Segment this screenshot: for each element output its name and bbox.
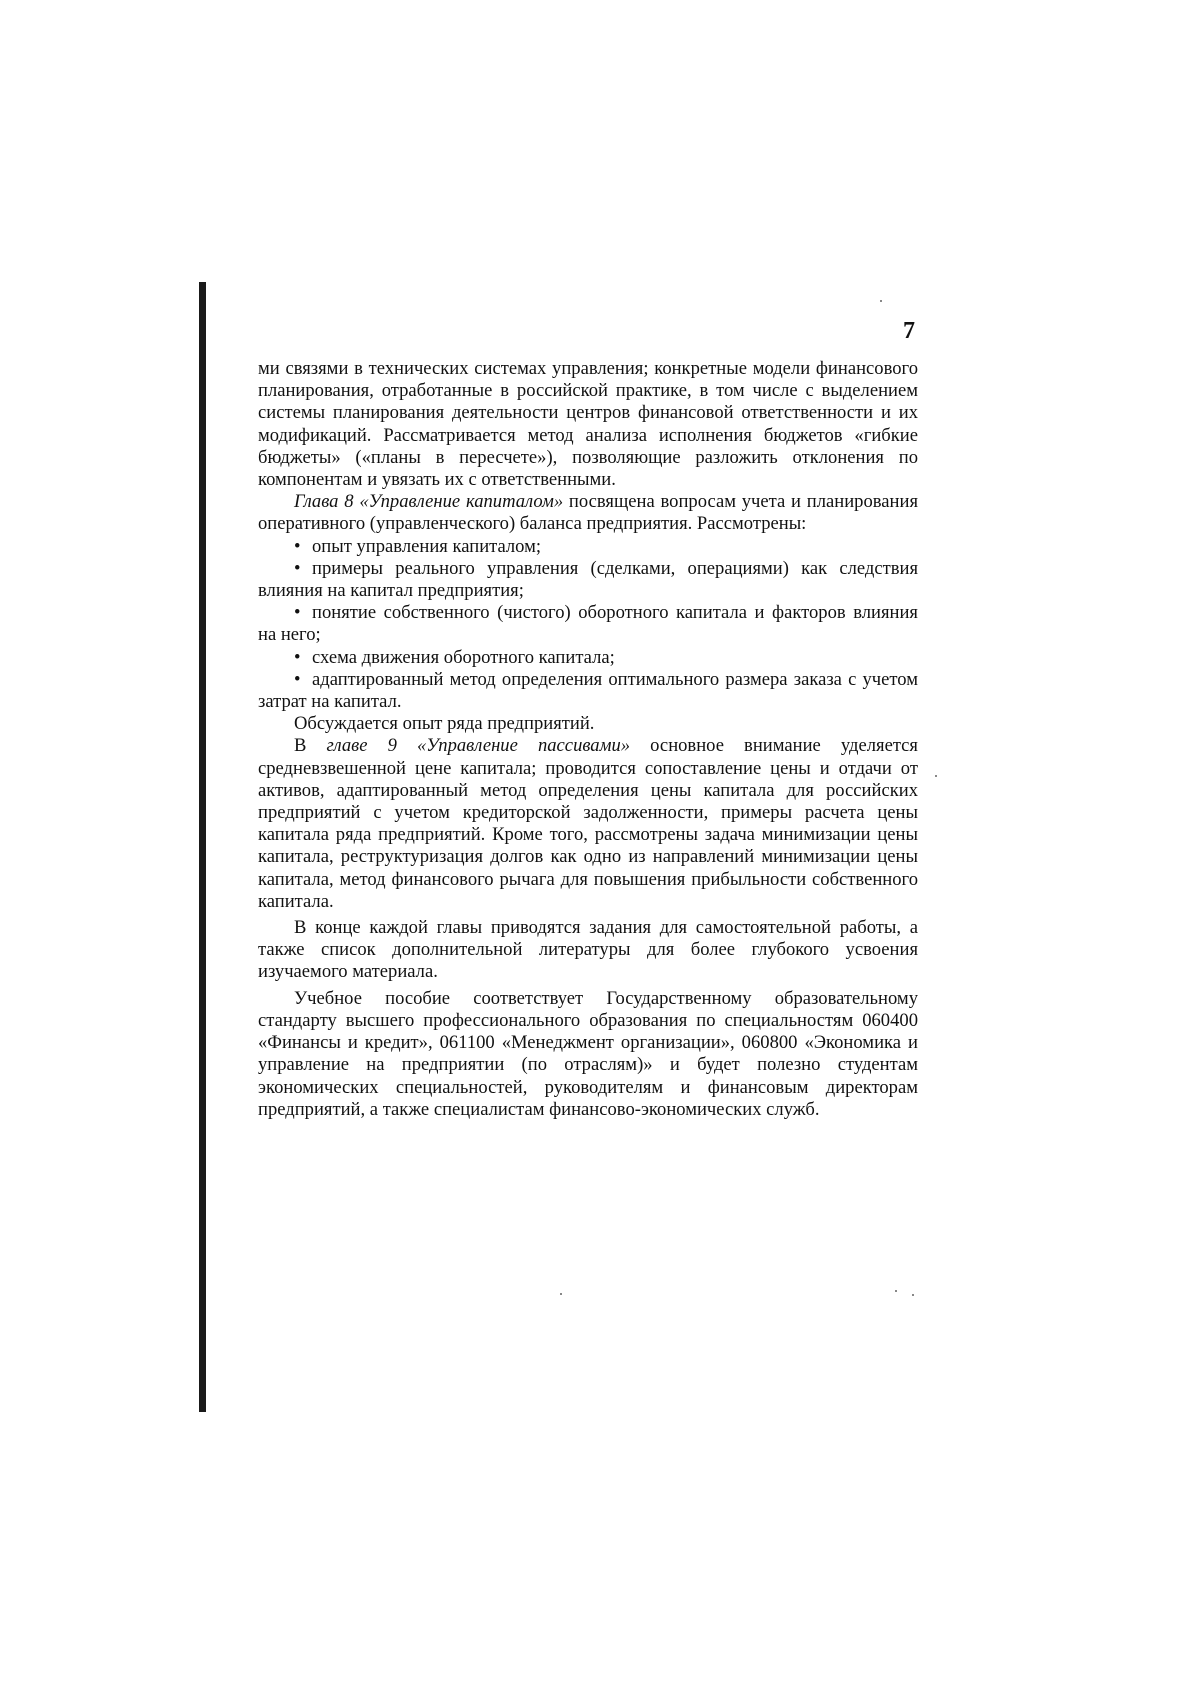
paragraph-discussion: Обсуждается опыт ряда предприятий. — [294, 713, 595, 735]
paragraph-standard: Учебное пособие соответствует Государственному образовательному стандарту высшего профессионального образования по специальностям 060400 «Финансы и кредит», 061100 «Менеджмент организации», 060800 «Экономика и управление на предприятии (по отраслям)» и будет полезно студентам экономических специальностей, руководителям и финансовым директорам предприятий, а также специалистам финансово-экономических служб. — [258, 987, 918, 1120]
scan-binding-edge — [199, 282, 206, 1412]
bullet-icon: • — [294, 602, 301, 624]
chapter-9-prefix: В — [294, 735, 327, 757]
body-text — [258, 358, 918, 1121]
list-item — [258, 669, 918, 713]
chapter-8-text: посвящена вопросам учета и планирования оперативного (управленческого) баланса предприятия. Рассмотрены: — [258, 491, 918, 535]
scan-speck — [935, 775, 937, 777]
list-item-text: примеры реального управления (сделками, операциями) как следствия влияния на капитал предприятия; — [258, 557, 918, 602]
chapter-9-reference: главе 9 «Управление пассивами» — [326, 735, 631, 757]
list-item-text: понятие собственного (чистого) оборотного капитала и факторов влияния на него; — [258, 602, 918, 646]
list-item — [258, 536, 918, 558]
paragraph-chapter-9 — [258, 735, 918, 913]
bullet-icon: • — [294, 557, 301, 579]
scan-speck — [560, 1293, 562, 1295]
list-item — [258, 602, 918, 646]
list-item — [258, 647, 918, 669]
paragraph-continuation: ми связями в технических системах управления; конкретные модели финансового планирования, отработанные в российской практике, в том числе с выделением системы планирования деятельности центров финансовой ответственности и их модификаций. Рассматривается метод анализа исполнения бюджетов «гибкие бюджеты» («планы в пересчете»), позволяющие разложить отклонения по компонентам и увязать их с ответственными. — [258, 358, 918, 491]
scan-speck — [912, 1294, 914, 1296]
bullet-icon: • — [294, 668, 301, 690]
chapter-9-text: основное внимание уделяется средневзвешенной цене капитала; проводится сопоставление цены и отдачи от активов, адаптированный метод определения цены капитала для российских предприятий с учетом кредиторской задолженности, примеры расчета цены капитала ряда предприятий. Кроме того, рассмотрены задача минимизации цены капитала, реструктуризация долгов как одно из направлений минимизации цены капитала, метод финансового рычага для повышения прибыльности собственного капитала. — [258, 735, 918, 912]
bullet-icon: • — [294, 646, 301, 668]
scan-speck — [895, 1290, 897, 1292]
list-item-text: схема движения оборотного капитала; — [312, 646, 615, 668]
list-item — [258, 558, 918, 602]
list-item-text: адаптированный метод определения оптимального размера заказа с учетом затрат на капитал. — [258, 668, 918, 713]
page-number: 7 — [903, 318, 915, 344]
paragraph-tasks: В конце каждой главы приводятся задания для самостоятельной работы, а также список дополнительной литературы для более глубокого усвоения изучаемого материала. — [258, 917, 918, 983]
chapter-8-reference: Глава 8 «Управление капиталом» — [294, 491, 564, 513]
scan-speck — [880, 300, 882, 302]
bullet-icon: • — [294, 535, 301, 557]
paragraph-chapter-8 — [258, 491, 918, 535]
list-item-text: опыт управления капиталом; — [312, 535, 542, 557]
